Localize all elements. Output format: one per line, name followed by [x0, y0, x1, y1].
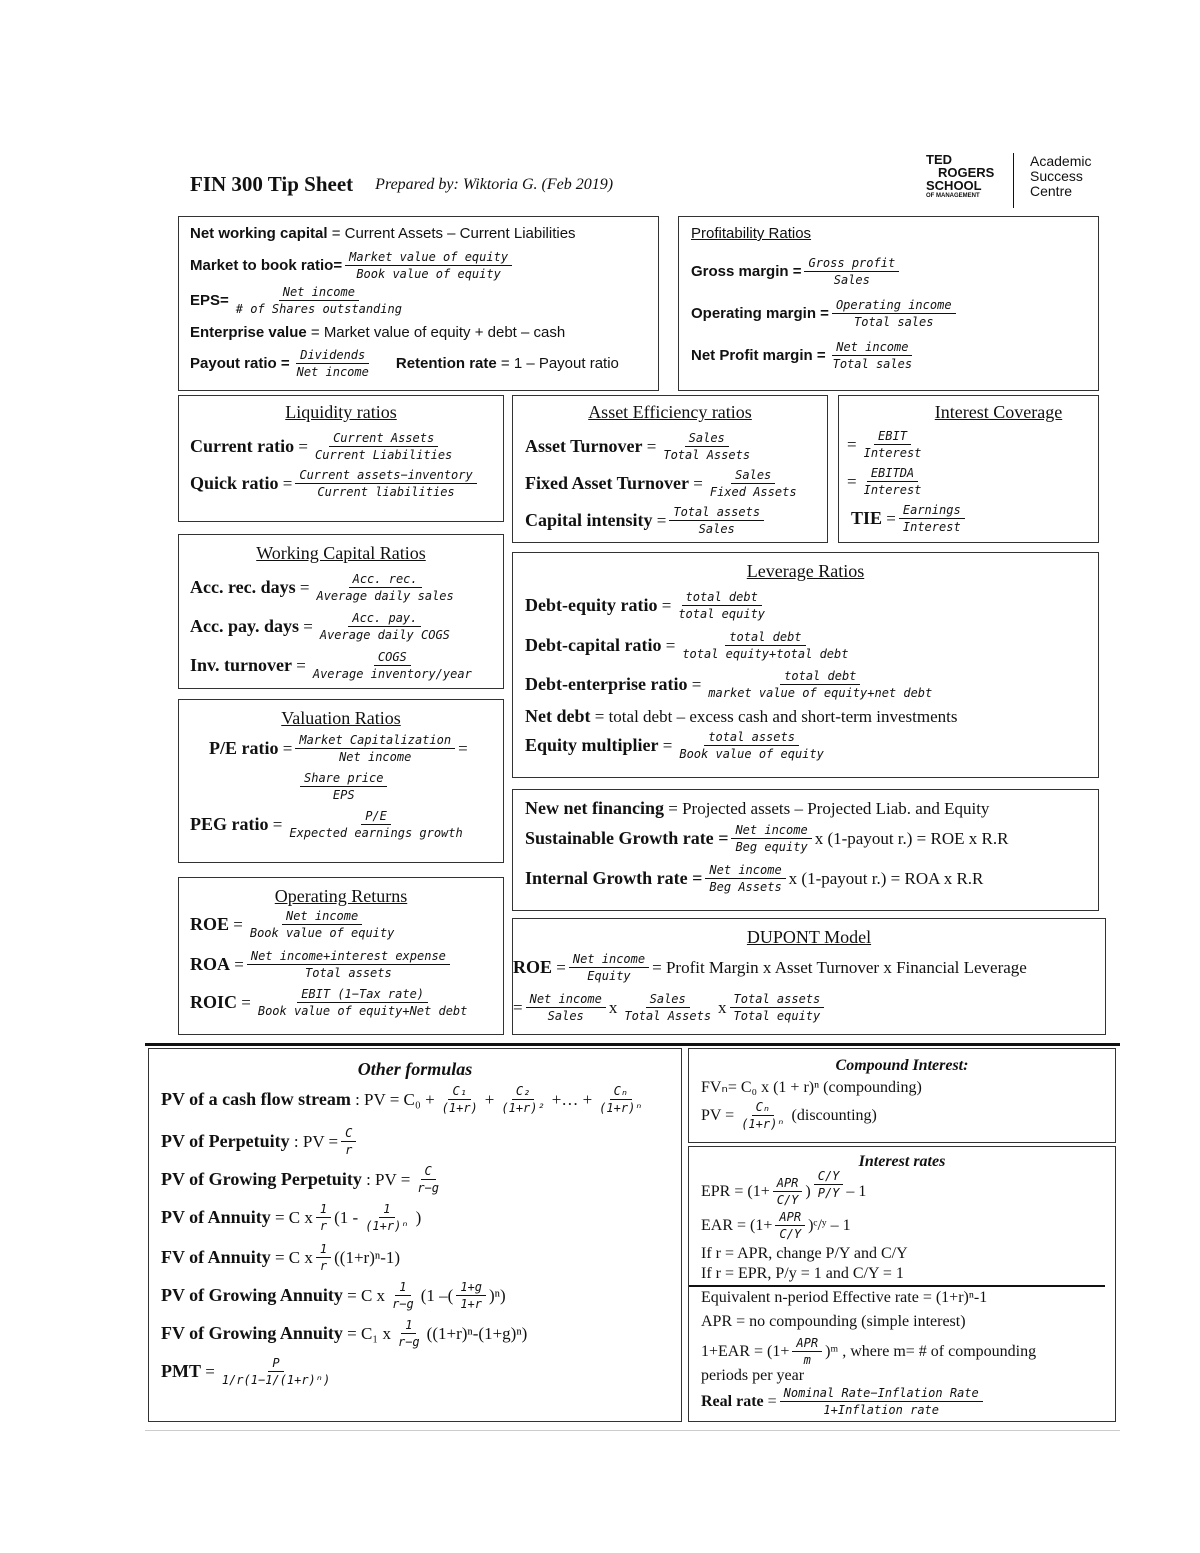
nwc-text: = Current Assets – Current Liabilities [327, 225, 576, 242]
retention-label: Retention rate [395, 355, 497, 372]
pv-annuity-fraction: $\frac{1}{r}$ [316, 1201, 331, 1234]
tie-fraction: $\frac{\text{Earnings}}{\text{Interest}}$ [899, 502, 965, 535]
growth-box: New net financing = Projected assets – Projected Liab. and Equity Sustainable Growth rate = $\frac{\text{Net income}}{\text{Beg equity}}$ x (1-payout r.) = ROE x R.R Internal Growth rate = $\frac{\text{Net income}}{\text{Beg Assets}}$ x (1-payout r.) = ROA x R.R [512, 789, 1099, 911]
liquidity-heading: Liquidity ratios [285, 402, 397, 422]
leverage-heading: Leverage Ratios [746, 561, 865, 581]
interest-rates-heading: Interest rates [858, 1153, 946, 1170]
pv-growing-perpetuity-fraction: $\frac{C}{r-g}$ [417, 1164, 439, 1195]
pmt-label: PMT [161, 1361, 201, 1381]
interest-coverage-heading: Interest Coverage [934, 402, 1063, 422]
ebit-coverage-fraction: $\frac{\text{EBIT}}{\text{Interest}}$ [863, 429, 922, 460]
periods-text: periods per year [701, 1367, 805, 1384]
apr-note-text: APR = no compounding (simple interest) [701, 1313, 966, 1330]
asset-turnover-fraction: $\frac{\text{Sales}}{\text{Total Assets}}$ [663, 431, 751, 462]
fixed-asset-turnover-label: Fixed Asset Turnover [525, 473, 690, 493]
school-logo: TED ROGERS SCHOOL OF MANAGEMENT [926, 152, 995, 199]
profitability-heading: Profitability Ratios [691, 225, 812, 242]
gross-margin-label: Gross margin = [691, 263, 802, 280]
profitability-box [678, 216, 1099, 391]
pv-stream-term1: $\frac{\text{C₁}}{(1+r)}$ [441, 1084, 478, 1115]
rates-divider [689, 1285, 1105, 1287]
fv-annuity-label: FV of Annuity [161, 1247, 271, 1267]
dupont-box: DUPONT Model ROE = $\frac{\text{Net income}}{\text{Equity}}$ = Profit Margin x Asset Turnover x Financial Leverage = $\frac{\text{Net income}}{\text{Sales}}$ x $\frac{\text{Sales}}{\text{Total Assets}}$ x $\frac{\text{Total assets}}{\text{Total equity}}$ [512, 918, 1106, 1035]
roic-fraction: $\frac{\text{EBIT (1−Tax rate)}}{\text{Book value of equity+Net debt}}$ [257, 987, 468, 1018]
liquidity-box: Liquidity ratios Current ratio = $\frac{\text{Current Assets}}{\text{Current Liabilities}}$ Quick ratio = $\frac{\text{Current assets−inventory}}{\text{Current liabilities}}$ [178, 395, 504, 522]
pe-ratio-label: P/E ratio [209, 738, 279, 758]
equity-multiplier-label: Equity multiplier [525, 735, 659, 755]
prepared-by: Prepared by: Wiktoria G. (Feb 2019) [375, 175, 614, 193]
net-debt-text: = total debt – excess cash and short-term investments [590, 706, 958, 726]
internal-growth-label: Internal Growth rate [525, 868, 688, 888]
pv-discounting-text: (discounting) [791, 1106, 877, 1124]
acc-rec-days-label: Acc. rec. days [190, 577, 296, 597]
tie-label: TIE [851, 508, 883, 528]
net-profit-margin-label: Net Profit margin = [691, 347, 826, 364]
real-rate-label: Real rate [701, 1392, 764, 1410]
roa-label: ROA [190, 954, 230, 974]
working-capital-box: Working Capital Ratios Acc. rec. days = $\frac{\text{Acc. rec.}}{\text{Average daily sales}}$ Acc. pay. days = $\frac{\text{Acc. pay.}}{\text{Average daily COGS}}$ Inv. turnover = $\frac{\text{COGS}}{\text{Average inventory/year}}$ [178, 534, 504, 689]
roic-label: ROIC [190, 992, 238, 1012]
operating-margin-label: Operating margin = [691, 305, 829, 322]
net-profit-margin-fraction: $\frac{\text{Net income}}{\text{Total sales}}$ [832, 340, 913, 371]
sustainable-growth-fraction: $\frac{\text{Net income}}{\text{Beg equity}}$ [731, 822, 811, 855]
basic-ratios-box [178, 216, 659, 391]
asset-efficiency-heading: Asset Efficiency ratios [588, 402, 752, 422]
pv-growing-annuity-growth-fraction: $\frac{1+g}{1+r}$ [456, 1279, 486, 1312]
valuation-heading: Valuation Ratios [281, 708, 401, 728]
ear-m-fraction: $\frac{\text{APR}}{m}$ [792, 1335, 822, 1368]
quick-ratio-label: Quick ratio [190, 473, 279, 493]
new-net-financing-label: New net financing [525, 798, 664, 818]
pe-ratio-fraction: $\frac{\text{Market Capitalization}}{\text{Net income}}$ [295, 732, 455, 765]
roe-fraction: $\frac{\text{Net income}}{\text{Book value of equity}}$ [249, 909, 395, 940]
dupont-profit-margin-fraction: $\frac{\text{Net income}}{\text{Sales}}$ [526, 991, 606, 1024]
inv-turnover-fraction: $\frac{\text{COGS}}{\text{Average inventory/year}}$ [312, 650, 472, 681]
pv-stream-label: PV of a cash flow stream [161, 1089, 351, 1109]
dupont-roe-fraction: $\frac{\text{Net income}}{\text{Equity}}$ [569, 951, 649, 984]
leverage-box: Leverage Ratios Debt-equity ratio = $\frac{\text{total debt}}{\text{total equity}}$ Debt-capital ratio = $\frac{\text{total debt}}{\text{total equity+total debt}}$ Debt-enterprise ratio = $\frac{\text{total debt}}{\text{market value of equity+net debt}}$ Net debt = total debt – excess cash and short-term investments Equity multiplier = $\frac{\text{total assets}}{\text{Book value of equity}}$ [512, 552, 1099, 778]
other-formulas-heading: Other formulas [357, 1059, 473, 1079]
fv-growing-annuity-fraction: $\frac{1}{r-g}$ [397, 1318, 420, 1349]
asset-efficiency-box: Asset Efficiency ratios Asset Turnover = $\frac{\text{Sales}}{\text{Total Assets}}$ Fixed Asset Turnover = $\frac{\text{Sales}}{\text{Fixed Assets}}$ Capital intensity = $\frac{\text{Total assets}}{\text{Sales}}$ [512, 395, 828, 543]
current-ratio-label: Current ratio [190, 436, 295, 456]
eps-label: EPS= [190, 292, 229, 309]
dupont-heading: DUPONT Model [746, 927, 872, 947]
dupont-roe-label: ROE [513, 957, 553, 977]
peg-ratio-label: PEG ratio [190, 814, 269, 834]
roa-fraction: $\frac{\text{Net income+interest expense}}{\text{Total assets}}$ [247, 948, 450, 981]
payout-label: Payout ratio = [190, 355, 290, 372]
debt-equity-label: Debt-equity ratio [525, 595, 658, 615]
eps-fraction: $\frac{\text{Net income}}{\text{\# of Shares outstanding}}$ [235, 285, 402, 316]
pe-ratio-alt-fraction: $\frac{\text{Share price}}{\text{EPS}}$ [300, 770, 387, 803]
gross-margin-fraction: $\frac{\text{Gross profit}}{\text{Sales}}$ [804, 255, 899, 288]
epr-fraction: $\frac{\text{APR}}{C/Y}$ [773, 1175, 803, 1208]
apr-rule-text: If r = APR, change P/Y and C/Y [701, 1245, 908, 1262]
debt-enterprise-fraction: $\frac{\text{total debt}}{\text{market value of equity+net debt}}$ [708, 669, 933, 700]
operating-margin-fraction: $\frac{\text{Operating income}}{\text{Total sales}}$ [832, 297, 956, 330]
pv-discounting-fraction: $\frac{\text{Cₙ}}{\text{(1+r)ⁿ}}$ [741, 1100, 785, 1131]
pv-growing-perpetuity-label: PV of Growing Perpetuity [161, 1169, 362, 1189]
dupont-leverage-fraction: $\frac{\text{Total assets}}{\text{Total equity}}$ [730, 991, 825, 1024]
sheet-title: FIN 300 Tip Sheet [190, 172, 354, 196]
equivalent-rate-text: Equivalent n-period Effective rate = (1+r)ⁿ-1 [701, 1289, 988, 1306]
operating-returns-heading: Operating Returns [274, 886, 408, 906]
debt-enterprise-label: Debt-enterprise ratio [525, 674, 688, 694]
quick-ratio-fraction: $\frac{\text{Current assets−inventory}}{\text{Current liabilities}}$ [295, 467, 476, 500]
pv-perpetuity-label: PV of Perpetuity [161, 1131, 290, 1151]
real-rate-fraction: $\frac{\text{Nominal Rate−Inflation Rate}}{\text{1+Inflation rate}}$ [780, 1385, 983, 1418]
peg-ratio-fraction: $\frac{P/E}{\text{Expected earnings growth}}$ [289, 809, 463, 840]
valuation-box: Valuation Ratios P/E ratio = $\frac{\text{Market Capitalization}}{\text{Net income}}$ = $\frac{\text{Share price}}{\text{EPS}}$ PEG ratio = $\frac{P/E}{\text{Expected earnings growth}}$ [178, 699, 504, 863]
working-capital-heading: Working Capital Ratios [256, 543, 426, 563]
sustainable-growth-label: Sustainable Growth rate [525, 828, 714, 848]
capital-intensity-label: Capital intensity [525, 510, 653, 530]
nwc-label: Net working capital [190, 225, 328, 242]
acc-pay-days-label: Acc. pay. days [190, 616, 300, 636]
asset-turnover-label: Asset Turnover [525, 436, 643, 456]
pv-annuity-label: PV of Annuity [161, 1207, 271, 1227]
operating-returns-box: Operating Returns ROE = $\frac{\text{Net income}}{\text{Book value of equity}}$ ROA = $\frac{\text{Net income+interest expense}}{\text{Total assets}}$ ROIC = $\frac{\text{EBIT (1−Tax rate)}}{\text{Book value of equity+Net debt}}$ [178, 877, 504, 1035]
fv-compounding-text: FVₙ= C₀ x (1 + r)ⁿ (compounding) [701, 1079, 922, 1096]
dupont-roe-text: = Profit Margin x Asset Turnover x Financial Leverage [652, 957, 1027, 977]
new-net-financing-text: = Projected assets – Projected Liab. and Equity [664, 798, 990, 818]
debt-capital-fraction: $\frac{\text{total debt}}{\text{total equity+total debt}}$ [682, 630, 849, 661]
acc-rec-days-fraction: $\frac{\text{Acc. rec.}}{\text{Average daily sales}}$ [316, 572, 454, 603]
pv-stream-termn: $\frac{\text{Cₙ}}{\text{(1+r)ⁿ}}$ [599, 1084, 643, 1115]
fixed-asset-turnover-fraction: $\frac{\text{Sales}}{\text{Fixed Assets}}$ [709, 468, 797, 499]
pv-growing-annuity-label: PV of Growing Annuity [161, 1285, 343, 1305]
debt-equity-fraction: $\frac{\text{total debt}}{\text{total equity}}$ [678, 590, 766, 621]
debt-capital-label: Debt-capital ratio [525, 635, 662, 655]
ev-text: = Market value of equity + debt – cash [306, 324, 566, 341]
net-debt-label: Net debt [525, 706, 591, 726]
ear-fraction: $\frac{\text{APR}}{C/Y}$ [775, 1209, 805, 1242]
internal-growth-text: x (1-payout r.) = ROA x R.R [788, 868, 984, 888]
dupont-asset-turnover-fraction: $\frac{\text{Sales}}{\text{Total Assets}}$ [624, 992, 712, 1023]
sustainable-growth-text: x (1-payout r.) = ROE x R.R [814, 828, 1009, 848]
retention-text: = 1 – Payout ratio [496, 355, 619, 372]
epr-rule-text: If r = EPR, P/y = 1 and C/Y = 1 [701, 1265, 904, 1282]
inv-turnover-label: Inv. turnover [190, 655, 293, 675]
epr-exponent-fraction: $\frac{C/Y}{P/Y}$ [814, 1168, 844, 1201]
mtb-fraction: $\frac{\text{Market value of equity}}{\text{Book value of equity}}$ [345, 249, 512, 282]
academic-success-centre: Academic Success Centre [1030, 153, 1092, 199]
pv-growing-annuity-fraction: $\frac{1}{r-g}$ [392, 1280, 414, 1311]
compound-interest-box: Compound Interest: FVₙ= C₀ x (1 + r)ⁿ (compounding) PV = $\frac{\text{Cₙ}}{\text{(1+r)ⁿ}}$ (discounting) [688, 1048, 1116, 1143]
pmt-fraction: $\frac{P}{\text{1/r(1−1/(1+r)ⁿ)}}$ [221, 1356, 331, 1387]
fv-annuity-fraction: $\frac{1}{r}$ [316, 1241, 331, 1274]
compound-interest-heading: Compound Interest: [835, 1057, 969, 1074]
ebitda-coverage-fraction: $\frac{\text{EBITDA}}{\text{Interest}}$ [863, 466, 922, 497]
section-divider [145, 1043, 1120, 1046]
equity-multiplier-fraction: $\frac{\text{total assets}}{\text{Book value of equity}}$ [679, 730, 824, 761]
current-ratio-fraction: $\frac{\text{Current Assets}}{\text{Current Liabilities}}$ [315, 431, 453, 462]
pv-annuity-discount-fraction: $\frac{1}{\text{(1+r)ⁿ}}$ [365, 1202, 409, 1233]
capital-intensity-fraction: $\frac{\text{Total assets}}{\text{Sales}}$ [669, 504, 764, 537]
pv-stream-text: : PV = C₀ + [350, 1089, 435, 1109]
interest-rates-box: Interest rates EPR = (1+ $\frac{\text{APR}}{C/Y}$ ) $\frac{C/Y}{P/Y}$ – 1 EAR = (1+ $\frac{\text{APR}}{C/Y}$ )ᶜ/ʸ – 1 If r = APR, change P/Y and C/Y If r = EPR, P/y = 1 and C/Y = 1 Equivalent n-period Effective rate = (1+r)ⁿ-1 APR = no compounding (simple interest) 1+EAR = (1+ $\frac{\text{APR}}{m}$ )ᵐ , where m= # of compounding periods per year Real rate = $\frac{\text{Nominal Rate−Inflation Rate}}{\text{1+Inflation rate}}$ [688, 1146, 1116, 1422]
other-formulas-box: Other formulas PV of a cash flow stream : PV = C₀ + $\frac{\text{C₁}}{(1+r)}$ + $\frac{\text{C₂}}{\text{(1+r)²}}$ +… + $\frac{\text{Cₙ}}{\text{(1+r)ⁿ}}$ PV of Perpetuity : PV = $\frac{C}{r}$ PV of Growing Perpetuity : PV = $\frac{C}{r-g}$ PV of Annuity = C x $\frac{1}{r}$ (1 - $\frac{1}{\text{(1+r)ⁿ}}$ ) FV of Annuity = C x $\frac{1}{r}$ ((1+r)ⁿ-1) PV of Growing Annuity = C x $\frac{1}{r-g}$ (1 –( $\frac{1+g}{1+r}$ )ⁿ) FV of Growing Annuity = C₁ x $\frac{1}{r-g}$ ((1+r)ⁿ-(1+g)ⁿ) PMT = $\frac{P}{\text{1/r(1−1/(1+r)ⁿ)}}$ [148, 1048, 682, 1422]
roe-label: ROE [190, 914, 230, 934]
pv-stream-term2: $\frac{\text{C₂}}{\text{(1+r)²}}$ [501, 1084, 545, 1115]
mtb-label: Market to book ratio= [190, 257, 343, 274]
acc-pay-days-fraction: $\frac{\text{Acc. pay.}}{\text{Average daily COGS}}$ [319, 611, 450, 642]
pv-perpetuity-fraction: $\frac{C}{r}$ [341, 1125, 356, 1158]
internal-growth-fraction: $\frac{\text{Net income}}{\text{Beg Assets}}$ [705, 862, 785, 895]
interest-coverage-box: Interest Coverage = $\frac{\text{EBIT}}{\text{Interest}}$ = $\frac{\text{EBITDA}}{\text{Interest}}$ TIE = $\frac{\text{Earnings}}{\text{Interest}}$ [838, 395, 1099, 543]
payout-fraction: $\frac{\text{Dividends}}{\text{Net income}}$ [296, 348, 369, 379]
fv-growing-annuity-label: FV of Growing Annuity [161, 1323, 343, 1343]
ev-label: Enterprise value [190, 324, 307, 341]
bottom-rule [145, 1430, 1120, 1431]
